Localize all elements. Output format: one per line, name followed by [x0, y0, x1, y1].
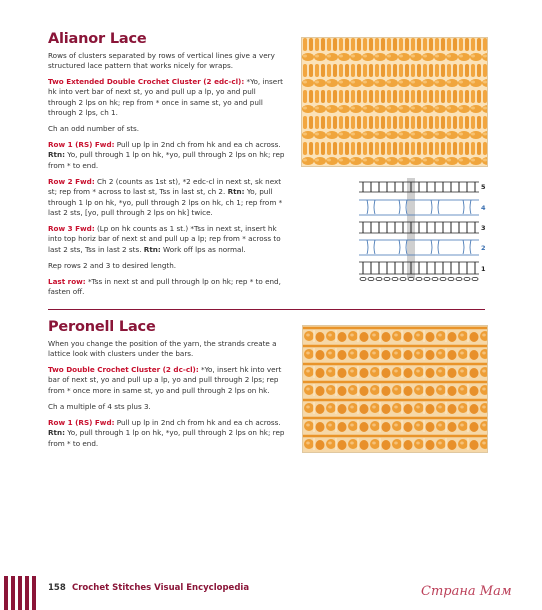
peronell-chain: Ch a multiple of 4 sts plus 3.	[48, 402, 151, 411]
peronell-row1-rtn-label: Rtn:	[48, 428, 65, 438]
alianor-rep: Rep rows 2 and 3 to desired length.	[48, 261, 177, 270]
alianor-row1-text: Pull up lp in 2nd ch from hk and ea ch across.	[114, 140, 281, 149]
peronell-swatch-image	[303, 326, 487, 452]
chart-row-number: 2	[481, 244, 486, 252]
chart-row-number: 3	[481, 224, 486, 232]
alianor-stitch-chart	[359, 178, 485, 288]
chart-row-number: 4	[481, 204, 486, 212]
alianor-row3-rtn-text: Work off lps as normal.	[160, 244, 246, 254]
alianor-row2	[48, 177, 286, 219]
peronell-cluster-def	[48, 365, 286, 396]
book-title: Crochet Stitches Visual Encyclopedia	[72, 583, 250, 593]
alianor-row1-rtn-text: Yo, pull through 1 lp on hk, *yo, pull through 2 lps on hk; rep from * to end.	[48, 150, 285, 170]
alianor-chain: Ch an odd number of sts.	[48, 124, 140, 133]
alianor-last-row	[48, 277, 286, 298]
alianor-last-text: *Tss in next st and pull through lp on hk; rep * to end, fasten off.	[48, 277, 281, 297]
peronell-row1-text: Pull up lp in 2nd ch from hk and ea ch across.	[114, 418, 281, 427]
watermark-logo: Страна Мам	[421, 584, 512, 599]
peronell-cluster-text: *Yo, insert hk into vert bar of next st, yo and pull up a lp, yo and pull through 2 lps; rep from * once more in same st, yo and pull through 2 lps on hk.	[48, 365, 282, 395]
alianor-row1	[48, 140, 286, 171]
alianor-cluster-text: *Yo, insert hk into vert bar of next st, yo and pull up a lp, yo and pull through 2 lps on hk; rep from * once in same st, yo and pull through 2 lps, ch 1.	[48, 77, 283, 118]
alianor-row2-rtn-text: Yo, pull through 1 lp on hk, *yo, pull through 2 lps on hk, ch 1; rep from * last 2 sts, [yo, pull through 2 lps on hk] twice.	[48, 187, 283, 218]
section-title-alianor: Alianor Lace	[48, 31, 147, 47]
peronell-cluster-name: Two Double Crochet Cluster (2 dc-cl):	[48, 365, 199, 374]
alianor-row3	[48, 224, 286, 255]
alianor-cluster-def	[48, 77, 286, 119]
chart-row-number: 5	[481, 183, 486, 191]
section-divider	[48, 309, 485, 310]
page-number: 158	[48, 583, 66, 593]
alianor-row1-label: Row 1 (RS) Fwd:	[48, 140, 115, 149]
alianor-intro: Rows of clusters separated by rows of vertical lines give a very structured lace pattern that works nicely for wraps.	[48, 51, 275, 71]
peronell-swatch-photo	[302, 325, 488, 453]
footer-color-bars	[0, 576, 40, 610]
alianor-swatch-image	[302, 38, 487, 166]
alianor-row2-label: Row 2 Fwd:	[48, 177, 95, 186]
peronell-row1-label: Row 1 (RS) Fwd:	[48, 418, 115, 427]
alianor-swatch-photo	[301, 37, 488, 167]
peronell-row1	[48, 418, 286, 449]
peronell-intro: When you change the position of the yarn, the strands create a lattice look with clusters under the bars.	[48, 339, 277, 359]
chart-row-number: 1	[481, 265, 486, 273]
alianor-row3-text: (Lp on hk counts as 1 st.) *Tss in next st, insert hk into top horiz bar of next st and pull up a lp; rep from * across to last 2 sts, Tss in last 2 sts.	[48, 224, 281, 254]
alianor-last-label: Last row:	[48, 277, 86, 286]
alianor-row1-rtn-label: Rtn:	[48, 150, 65, 160]
alianor-row3-rtn-label: Rtn:	[143, 244, 161, 254]
alianor-row2-text: Ch 2 (counts as 1st st), *2 edc-cl in next st, sk next st; rep from * across to last st, Tss in last st, ch 2.	[48, 177, 282, 197]
peronell-row1-rtn-text: Yo, pull through 1 lp on hk, *yo, pull through 2 lps on hk; rep from * to end.	[48, 428, 285, 448]
alianor-row3-label: Row 3 Fwd:	[48, 224, 95, 233]
alianor-chart-diagram	[359, 178, 479, 288]
alianor-cluster-name: Two Extended Double Crochet Cluster (2 edc-cl):	[48, 77, 245, 86]
section-title-peronell: Peronell Lace	[48, 319, 156, 335]
alianor-row2-rtn-label: Rtn:	[227, 187, 245, 197]
